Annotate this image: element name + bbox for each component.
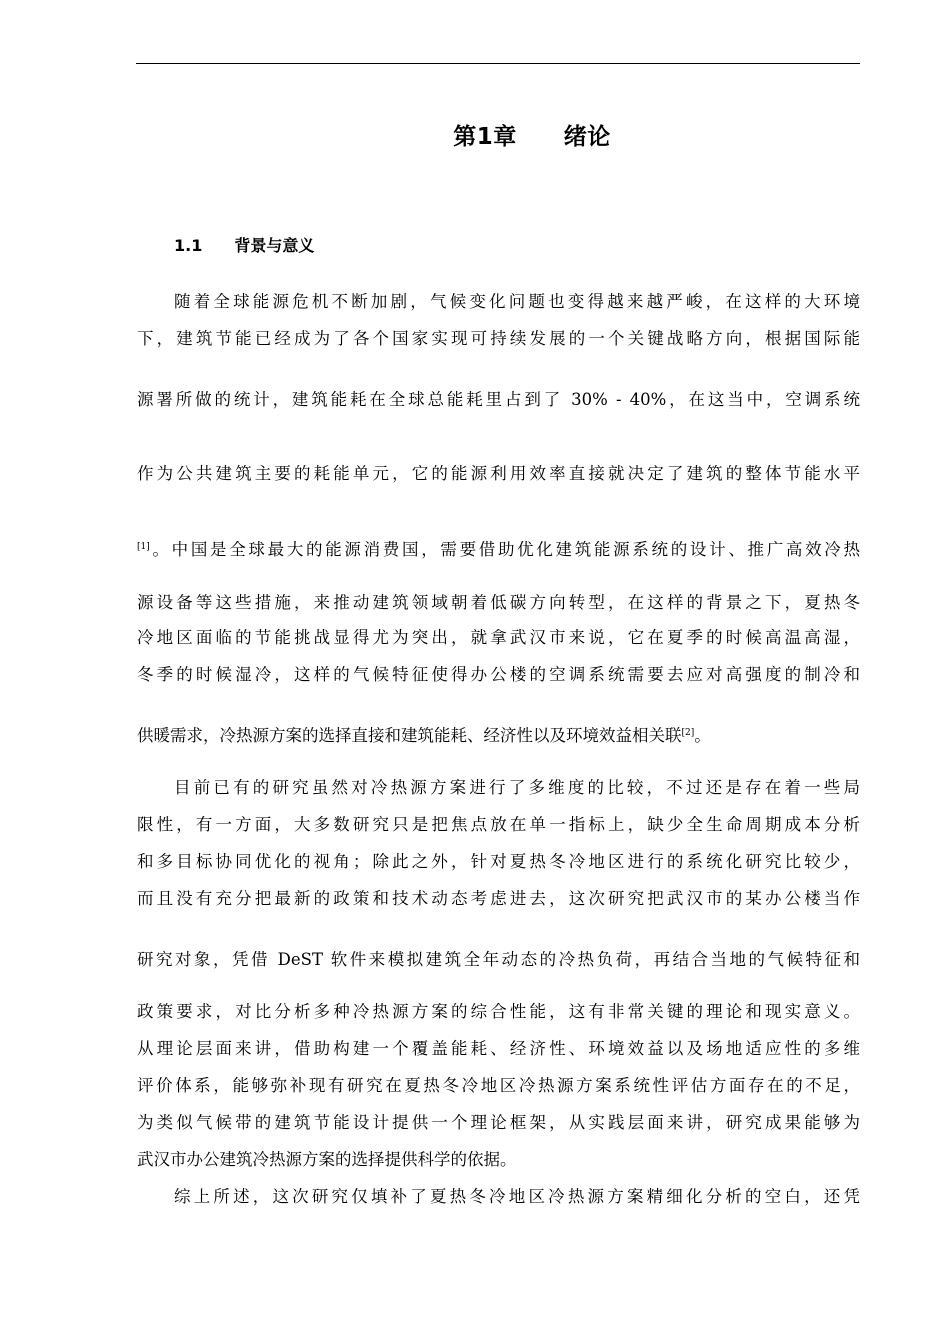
paragraph-3-line-1: 综上所述，这次研究仅填补了夏热冬冷地区冷热源方案精细化分析的空白，还凭 xyxy=(174,1187,860,1206)
paragraph-2-line-2: 限性，有一方面，大多数研究只是把焦点放在单一指标上，缺少全生命周期成本分析 xyxy=(137,815,860,834)
paragraph-1-line-2: 下，建筑节能已经成为了各个国家实现可持续发展的一个关键战略方向，根据国际能 xyxy=(137,329,860,348)
paragraph-2-line-1: 目前已有的研究虽然对冷热源方案进行了多维度的比较，不过还是存在着一些局 xyxy=(174,778,860,797)
paragraph-2-line-4: 而且没有充分把最新的政策和技术动态考虑进去，这次研究把武汉市的某办公楼当作 xyxy=(137,889,860,908)
paragraph-1-line-7: 冷地区面临的节能挑战显得尤为突出，就拿武汉市来说，它在夏季的时候高温高湿， xyxy=(137,628,860,647)
paragraph-1-line-9-text: 供暖需求，冷热源方案的选择直接和建筑能耗、经济性以及环境效益相关联 xyxy=(137,726,682,745)
paragraph-1-line-5-text: 。中国是全球最大的能源消费国，需要借助优化建筑能源系统的设计、推广高效冷热 xyxy=(149,540,860,559)
citation-2: [2] xyxy=(681,728,695,738)
paragraph-2-line-5: 研究对象，凭借 DeST 软件来模拟建筑全年动态的冷热负荷，再结合当地的气候特征和 xyxy=(137,950,860,969)
paragraph-1-line-6: 源设备等这些措施，来推动建筑领域朝着低碳方向转型，在这样的背景之下，夏热冬 xyxy=(137,593,860,612)
paragraph-2-line-9: 为类似气候带的建筑节能设计提供一个理论框架，从实践层面来讲，研究成果能够为 xyxy=(137,1113,860,1132)
paragraph-1-line-9-end: 。 xyxy=(694,726,711,745)
paragraph-2-line-10: 武汉市办公建筑冷热源方案的选择提供科学的依据。 xyxy=(137,1150,517,1169)
header-rule xyxy=(136,63,860,64)
paragraph-2-line-6: 政策要求，对比分析多种冷热源方案的综合性能，这有非常关键的理论和现实意义。 xyxy=(137,1002,860,1021)
paragraph-1-line-9 xyxy=(137,725,860,747)
paragraph-2-line-7: 从理论层面来讲，借助构建一个覆盖能耗、经济性、环境效益以及场地适应性的多维 xyxy=(137,1039,860,1058)
paragraph-1-line-1: 随着全球能源危机不断加剧，气候变化问题也变得越来越严峻，在这样的大环境 xyxy=(174,292,860,311)
section-heading: 1.1 背景与意义 xyxy=(174,236,315,255)
paragraph-1-line-4: 作为公共建筑主要的耗能单元，它的能源利用效率直接就决定了建筑的整体节能水平 xyxy=(137,464,860,483)
paragraph-1-line-3: 源署所做的统计，建筑能耗在全球总能耗里占到了 30% - 40%，在这当中，空调系统 xyxy=(137,390,860,409)
paragraph-1-line-5 xyxy=(137,539,860,561)
paragraph-2-line-3: 和多目标协同优化的视角；除此之外，针对夏热冬冷地区进行的系统化研究比较少， xyxy=(137,852,860,871)
paragraph-2-line-8: 评价体系，能够弥补现有研究在夏热冬冷地区冷热源方案系统性评估方面存在的不足， xyxy=(137,1076,860,1095)
chapter-title: 第1章 绪论 xyxy=(453,124,611,150)
paragraph-1-line-8: 冬季的时候湿冷，这样的气候特征使得办公楼的空调系统需要去应对高强度的制冷和 xyxy=(137,665,860,684)
citation-1: [1] xyxy=(137,542,150,552)
